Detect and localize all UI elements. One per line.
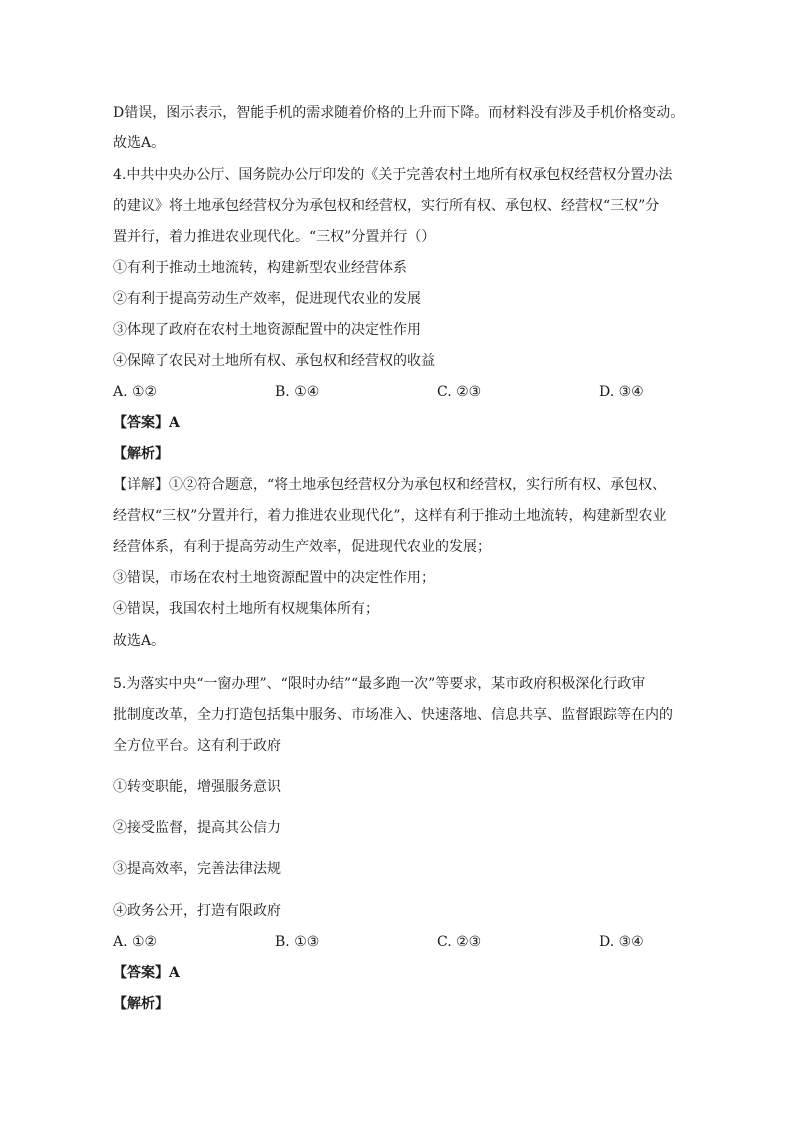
q5-item-2: ②接受监督，提高其公信力 xyxy=(113,820,281,836)
q4-analysis-heading: 【解析】 xyxy=(113,446,169,462)
q4-item-2: ②有利于提高劳动生产效率，促进现代农业的发展 xyxy=(113,291,421,307)
q4-detail-line-2: 经营权“三权”分置并行，着力推进农业现代化”，这样有利于推动土地流转，构建新型农业 xyxy=(113,508,667,524)
q4-stem-line-3: 置并行，着力推进农业现代化。“三权”分置并行（） xyxy=(113,229,436,245)
q4-item-4: ④保障了农民对土地所有权、承包权和经营权的收益 xyxy=(113,353,435,369)
q5-item-4: ④政务公开，打造有限政府 xyxy=(113,903,281,919)
q5-stem-line-3: 全方位平台。这有利于政府 xyxy=(113,738,281,754)
q4-detail-line-4: ③错误，市场在农村土地资源配置中的决定性作用； xyxy=(113,570,435,586)
q4-detail-line-1: 【详解】①②符合题意，“将土地承包经营权分为承包权和经营权，实行所有权、承包权、 xyxy=(113,477,667,493)
q5-option-b: B. ①③ xyxy=(275,934,320,950)
q3-analysis-line: D错误，图示表示，智能手机的需求随着价格的上升而下降。而材料没有涉及手机价格变动。 xyxy=(113,105,685,121)
q5-stem-line-2: 批制度改革，全力打造包括集中服务、市场准入、快速落地、信息共享、监督跟踪等在内的 xyxy=(113,707,673,723)
q4-detail-line-3: 经营体系，有利于提高劳动生产效率，促进现代农业的发展； xyxy=(113,539,491,555)
q4-stem-line-2: 的建议》将土地承包经营权分为承包权和经营权，实行所有权、承包权、经营权“三权”分 xyxy=(113,198,660,214)
q3-conclusion: 故选A。 xyxy=(113,135,166,151)
q4-item-1: ①有利于推动土地流转，构建新型农业经营体系 xyxy=(113,260,407,276)
q4-detail-line-5: ④错误，我国农村土地所有权规集体所有； xyxy=(113,601,379,617)
q5-item-1: ①转变职能，增强服务意识 xyxy=(113,779,281,795)
q5-option-c: C. ②③ xyxy=(437,934,482,950)
q5-option-d: D. ③④ xyxy=(599,934,644,950)
q4-option-b: B. ①④ xyxy=(275,384,320,400)
q4-conclusion: 故选A。 xyxy=(113,633,166,649)
q4-stem-line-1: 4.中共中央办公厅、国务院办公厅印发的《关于完善农村土地所有权承包权经营权分置办法 xyxy=(113,167,673,183)
q4-option-a: A. ①② xyxy=(113,384,158,400)
q4-item-3: ③体现了政府在农村土地资源配置中的决定性作用 xyxy=(113,322,421,338)
q5-analysis-heading: 【解析】 xyxy=(113,996,169,1012)
q4-answer: 【答案】A xyxy=(113,415,180,431)
q4-option-c: C. ②③ xyxy=(437,384,482,400)
q5-option-a: A. ①② xyxy=(113,934,158,950)
q5-answer: 【答案】A xyxy=(113,965,180,981)
q5-stem-line-1: 5.为落实中央“一窗办理”、“限时办结”“最多跑一次”等要求，某市政府积极深化行政审 xyxy=(113,676,646,692)
q4-option-d: D. ③④ xyxy=(599,384,644,400)
q5-item-3: ③提高效率，完善法律法规 xyxy=(113,861,281,877)
